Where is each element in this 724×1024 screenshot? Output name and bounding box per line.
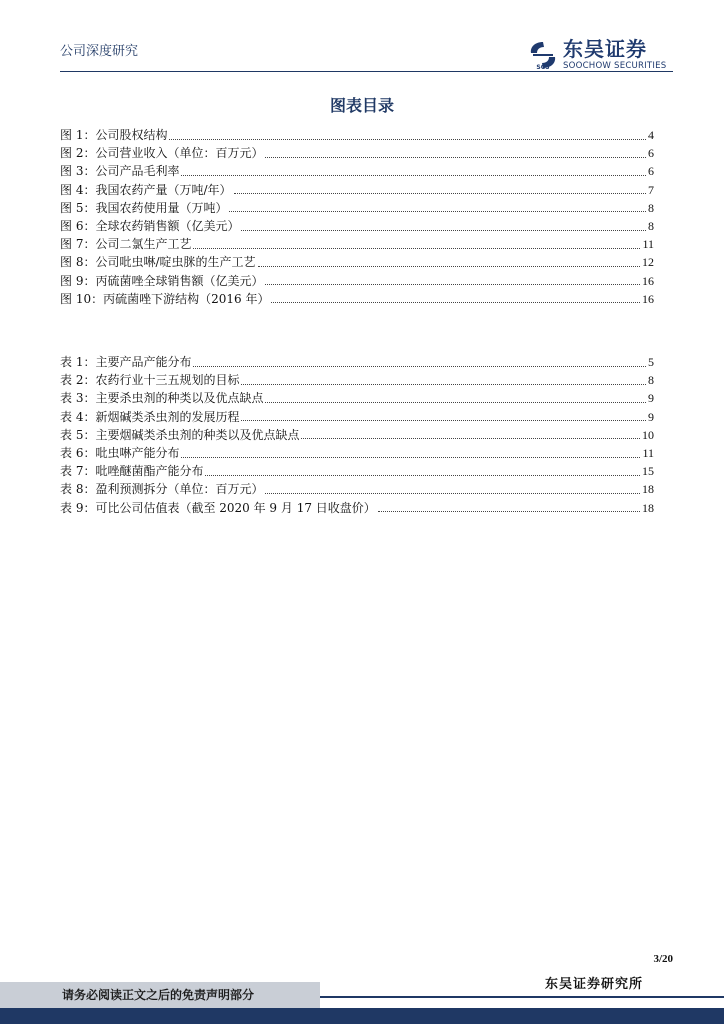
toc-entry-page: 5 <box>648 355 654 369</box>
toc-entry-label: 图 4：我国农药产量（万吨/年） <box>60 182 232 197</box>
toc-entry-label: 表 9：可比公司估值表（截至 2020 年 9 月 17 日收盘价） <box>60 500 376 515</box>
toc-entry-figure-2[interactable] <box>60 144 654 162</box>
toc-entry-label: 表 3：主要杀虫剂的种类以及优点缺点 <box>60 391 264 406</box>
toc-entry-page: 8 <box>648 200 654 215</box>
toc-entry-page: 4 <box>648 128 654 142</box>
logo-mark-text: SCS <box>536 64 550 70</box>
toc-entry-label: 表 5：主要烟碱类杀虫剂的种类以及优点缺点 <box>60 427 300 442</box>
toc-entry-label: 图 6：全球农药销售额（亿美元） <box>60 218 240 233</box>
header-section-title: 公司深度研究 <box>60 44 139 59</box>
toc-entry-page: 11 <box>642 237 654 252</box>
toc-entry-page: 10 <box>642 427 654 442</box>
toc-entry-label: 表 2：农药行业十三五规划的目标 <box>60 373 240 388</box>
toc-entry-table-9[interactable] <box>60 499 654 517</box>
toc-entry-table-7[interactable] <box>60 462 654 480</box>
toc-entry-label: 表 8：盈利预测拆分（单位：百万元） <box>60 482 264 497</box>
toc-leader-dots <box>205 475 640 476</box>
toc-entry-label: 图 2：公司营业收入（单位：百万元） <box>60 146 264 161</box>
toc-entry-page: 16 <box>642 291 654 306</box>
toc-entry-figure-8[interactable] <box>60 253 654 271</box>
toc-entry-figure-4[interactable] <box>60 181 654 199</box>
toc-entry-label: 图 7：公司二氯生产工艺 <box>60 237 192 252</box>
toc-leader-dots <box>229 211 646 212</box>
toc-entry-page: 9 <box>648 391 654 406</box>
toc-leader-dots <box>181 457 640 458</box>
figures-list <box>60 126 654 308</box>
page-heading: 图表目录 <box>329 96 394 115</box>
footer-disclaimer-notice: 请务必阅读正文之后的免责声明部分 <box>62 988 255 1002</box>
footer <box>0 974 724 1024</box>
toc-entry-label: 表 6：吡虫啉产能分布 <box>60 445 180 460</box>
toc-leader-dots <box>181 175 646 176</box>
toc-leader-dots <box>301 438 640 439</box>
toc-leader-dots <box>265 402 646 403</box>
toc-entry-figure-5[interactable] <box>60 199 654 217</box>
toc-entry-label: 表 1：主要产品产能分布 <box>60 355 192 369</box>
toc-entry-label: 图 10：丙硫菌唑下游结构（2016 年） <box>60 291 270 306</box>
toc-entry-table-4[interactable] <box>60 408 654 426</box>
toc-entry-page: 15 <box>642 464 654 479</box>
toc-entry-page: 6 <box>648 146 654 161</box>
toc-entry-figure-1[interactable] <box>60 126 654 144</box>
header-divider <box>60 71 673 72</box>
toc-leader-dots <box>378 511 640 512</box>
toc-entry-label: 图 3：公司产品毛利率 <box>60 164 180 179</box>
toc-leader-dots <box>258 266 641 267</box>
toc-leader-dots <box>241 230 646 231</box>
footer-firm-name: 东吴证券研究所 <box>545 977 644 992</box>
toc-entry-page: 18 <box>642 482 654 497</box>
toc-entry-table-2[interactable] <box>60 371 654 389</box>
toc-entry-figure-9[interactable] <box>60 272 654 290</box>
toc-entry-figure-10[interactable] <box>60 290 654 308</box>
toc-entry-table-5[interactable] <box>60 426 654 444</box>
toc-entry-figure-3[interactable] <box>60 162 654 180</box>
toc-entry-page: 8 <box>648 373 654 388</box>
company-logo <box>527 38 677 72</box>
scs-logo-icon <box>527 40 559 70</box>
toc-entry-label: 图 9：丙硫菌唑全球销售额（亿美元） <box>60 273 264 288</box>
toc-leader-dots <box>193 366 646 367</box>
toc-entry-page: 7 <box>648 182 654 197</box>
toc-entry-table-3[interactable] <box>60 389 654 407</box>
tables-list <box>60 353 654 517</box>
toc-leader-dots <box>193 248 640 249</box>
logo-chinese-name: 东吴证券 <box>563 37 647 61</box>
toc-entry-figure-6[interactable] <box>60 217 654 235</box>
toc-entry-page: 8 <box>648 218 654 233</box>
toc-entry-page: 11 <box>642 445 654 460</box>
toc-entry-page: 9 <box>648 409 654 424</box>
toc-leader-dots <box>265 493 640 494</box>
footer-bar <box>0 1008 724 1024</box>
toc-entry-label: 图 1：公司股权结构 <box>60 128 168 142</box>
toc-entry-label: 表 4：新烟碱类杀虫剂的发展历程 <box>60 409 240 424</box>
toc-entry-figure-7[interactable] <box>60 235 654 253</box>
toc-entry-page: 18 <box>642 500 654 515</box>
logo-english-name: SOOCHOW SECURITIES <box>563 61 667 71</box>
toc-leader-dots <box>271 302 640 303</box>
toc-leader-dots <box>169 139 646 140</box>
toc-leader-dots <box>265 284 640 285</box>
footer-divider <box>320 996 724 998</box>
toc-entry-page: 16 <box>642 273 654 288</box>
toc-entry-label: 图 8：公司吡虫啉/啶虫脒的生产工艺 <box>60 255 256 270</box>
toc-entry-table-1[interactable] <box>60 353 654 371</box>
toc-leader-dots <box>265 157 646 158</box>
toc-leader-dots <box>234 193 647 194</box>
toc-entry-page: 12 <box>642 255 654 270</box>
page-number: 3/20 <box>653 953 673 965</box>
toc-entry-table-6[interactable] <box>60 444 654 462</box>
toc-entry-label: 表 7：吡唑醚菌酯产能分布 <box>60 464 204 479</box>
toc-entry-page: 6 <box>648 164 654 179</box>
toc-entry-table-8[interactable] <box>60 480 654 498</box>
toc-leader-dots <box>241 420 646 421</box>
toc-entry-label: 图 5：我国农药使用量（万吨） <box>60 200 228 215</box>
toc-leader-dots <box>241 384 646 385</box>
